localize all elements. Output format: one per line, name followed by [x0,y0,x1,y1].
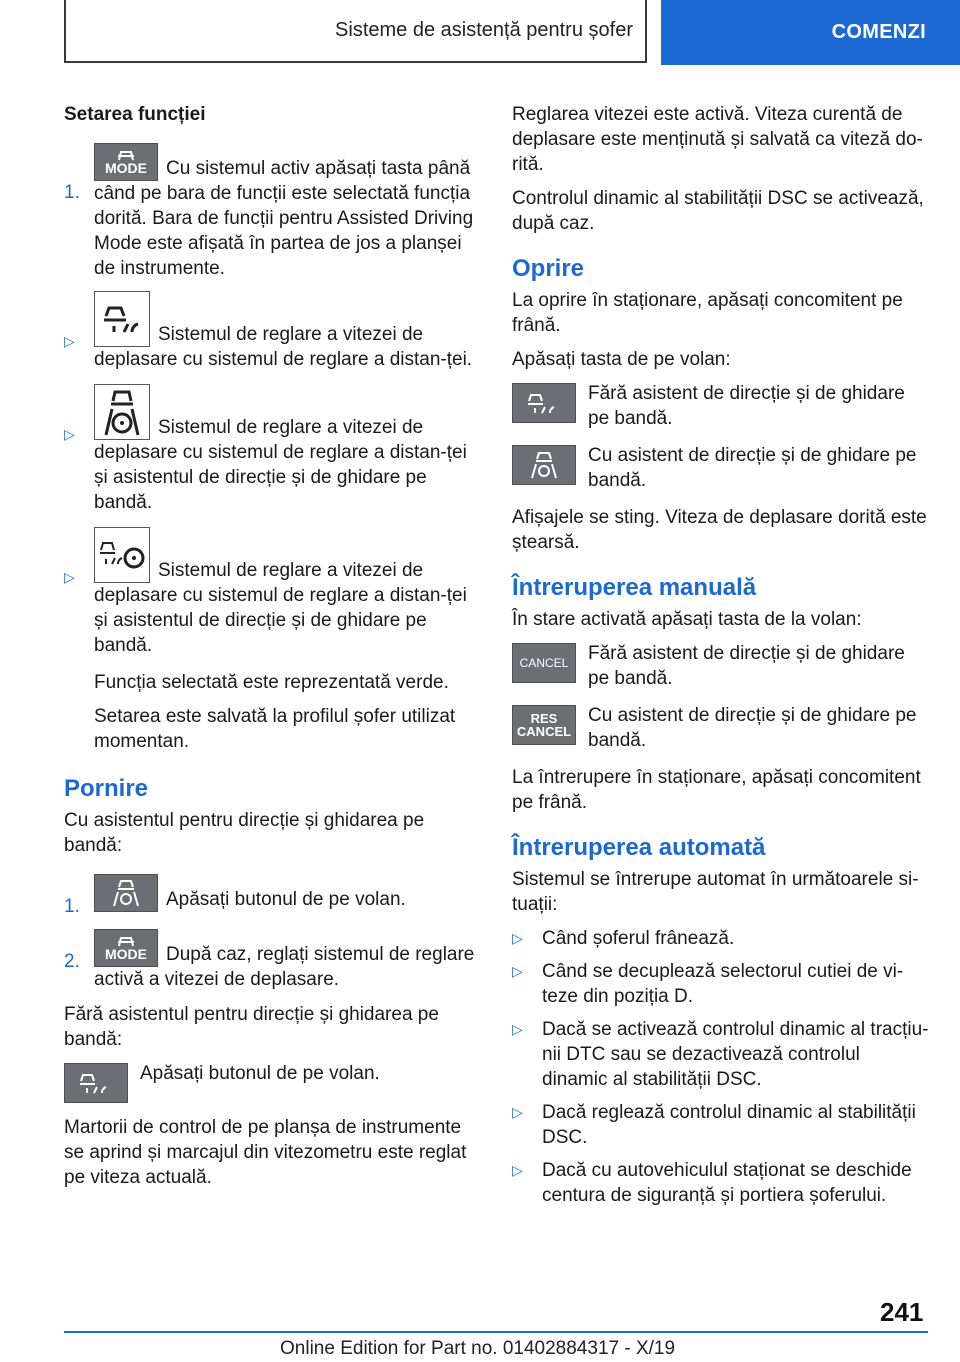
pornire-step-1 [64,874,476,919]
manuala-row-1-text: Fără asistent de direcție și de ghidare pe bandă. [588,643,905,689]
sub-2-text: Sistemul de reglare a vitezei de deplasare cu sistemul de reglare a distan-ței și asistentul de direcție și de ghidare pe bandă. [94,417,467,513]
cancel-button-icon: CANCEL [512,643,576,683]
list-item: ▷ Dacă se activează controlul dinamic al tracțiu-nii DTC sau se dezactivează controlul dinamic al stabilității DSC. [512,1019,929,1090]
option-acc-steering [64,384,476,515]
fara-row-text: Apăsați butonul de pe volan. [140,1063,380,1084]
pornire-intro: Cu asistentul pentru direcție și ghidarea pe bandă: [64,810,425,856]
manuala-row-2 [512,703,930,753]
fara-row [64,1061,476,1103]
step-number: 2. [64,951,80,972]
step-number: 1. [64,182,80,203]
mode-button-icon: MODE [94,929,158,967]
oprire-p3: Afișajele se sting. Viteza de deplasare dorită este ștearsă. [512,507,927,553]
footer-edition: Online Edition for Part no. 01402884317 - X/19 [280,1338,676,1359]
sub-3-text: Sistemul de reglare a vitezei de deplasare cu sistemul de reglare a distan-ței și asistentul de direcție și de ghidare pe bandă. [94,560,467,656]
triangle-bullet-icon: ▷ [64,569,75,585]
option-acc [64,291,476,372]
triangle-bullet-icon: ▷ [512,1162,523,1178]
step-1 [64,143,476,281]
manuala-heading: Întreruperea manuală [512,574,757,601]
triangle-bullet-icon: ▷ [512,1021,523,1037]
sub-1-text: Sistemul de reglare a vitezei de deplasare cu sistemul de reglare a distan-ței. [94,324,473,370]
option-acc-steering-2 [64,527,476,658]
auto-p1: Sistemul se întrerupe automat în următoarele si-tuații: [512,869,919,915]
pornire-heading: Pornire [64,775,149,802]
manuala-row-1 [512,641,930,691]
right-p2: Controlul dinamic al stabilității DSC se activează, după caz. [512,188,924,234]
oprire-heading: Oprire [512,255,585,282]
triangle-bullet-icon: ▷ [64,426,75,442]
header-chapter-tab[interactable]: COMENZI [661,0,960,65]
manuala-p2: La întrerupere în staționare, apăsați concomitent pe frână. [512,767,921,813]
pornire-step-1-text: Apăsați butonul de pe volan. [166,889,406,910]
fara-intro: Fără asistentul pentru direcție și ghidarea pe bandă: [64,1004,439,1050]
martorii-text: Martorii de control de pe planșa de instrumente se aprind și marcajul din vitezometru este reglat pe viteza actuală. [64,1117,467,1188]
oprire-p1: La oprire în staționare, apăsați concomitent pe frână. [512,290,903,336]
oprire-row-1-text: Fără asistent de direcție și de ghidare pe bandă. [588,383,905,429]
triangle-bullet-icon: ▷ [64,333,75,349]
pornire-step-2 [64,929,476,992]
triangle-bullet-icon: ▷ [512,963,523,979]
setare-heading: Setarea funcției [64,104,206,125]
right-column [512,102,930,1216]
oprire-row-2-text: Cu asistent de direcție și de ghidare pe bandă. [588,445,917,491]
triangle-bullet-icon: ▷ [512,1104,523,1120]
list-item: ▷ Când șoferul frânează. [512,928,735,949]
saved-note: Setarea este salvată la profilul șofer utilizat momentan. [94,706,456,752]
steering-lane-display-icon [94,384,150,440]
right-p1: Reglarea vitezei este activă. Viteza curentă de deplasare este menținută și salvată ca viteză do-rită. [512,104,923,175]
page-number: 241 [880,1297,924,1327]
oprire-row-1 [512,381,930,431]
manuala-p1: În stare activată apăsați tasta de la volan: [512,609,862,630]
list-item: ▷ Dacă reglează controlul dinamic al stabilității DSC. [512,1102,916,1148]
acc-display-icon [94,291,150,347]
left-column [64,102,476,1199]
oprire-row-2 [512,443,930,493]
steering-assist-button-icon [512,445,576,485]
manuala-row-2-text: Cu asistent de direcție și de ghidare pe bandă. [588,705,917,751]
pornire-step-2-text: După caz, reglați sistemul de reglare activă a vitezei de deplasare. [94,944,475,990]
acc-button-icon [512,383,576,423]
res-cancel-button-icon: RES CANCEL [512,705,576,745]
acc-steering-display-icon [94,527,150,583]
selected-note: Funcția selectată este reprezentată verde. [94,672,449,693]
footer-divider [64,1331,928,1333]
step-number: 1. [64,896,80,917]
mode-button-icon: MODE [94,143,158,181]
triangle-bullet-icon: ▷ [512,930,523,946]
acc-button-icon [64,1063,128,1103]
auto-heading: Întreruperea automată [512,834,766,861]
list-item: ▷ Dacă cu autovehiculul staționat se deschide centura de siguranță și portiera șoferului. [512,1160,912,1206]
steering-assist-button-icon [94,874,158,912]
oprire-p2: Apăsați tasta de pe volan: [512,349,731,370]
step-1-text: Cu sistemul activ apăsați tasta până când pe bara de funcții este selectată funcția dorită. Bara de funcții pentru Assisted Driving Mode este afișată în partea de jos a planșei de instrumente. [94,158,474,279]
header-section-title: Sisteme de asistență pentru șofer [64,0,647,63]
list-item: ▷ Când se decuplează selectorul cutiei de vi-teze din poziția D. [512,961,904,1007]
